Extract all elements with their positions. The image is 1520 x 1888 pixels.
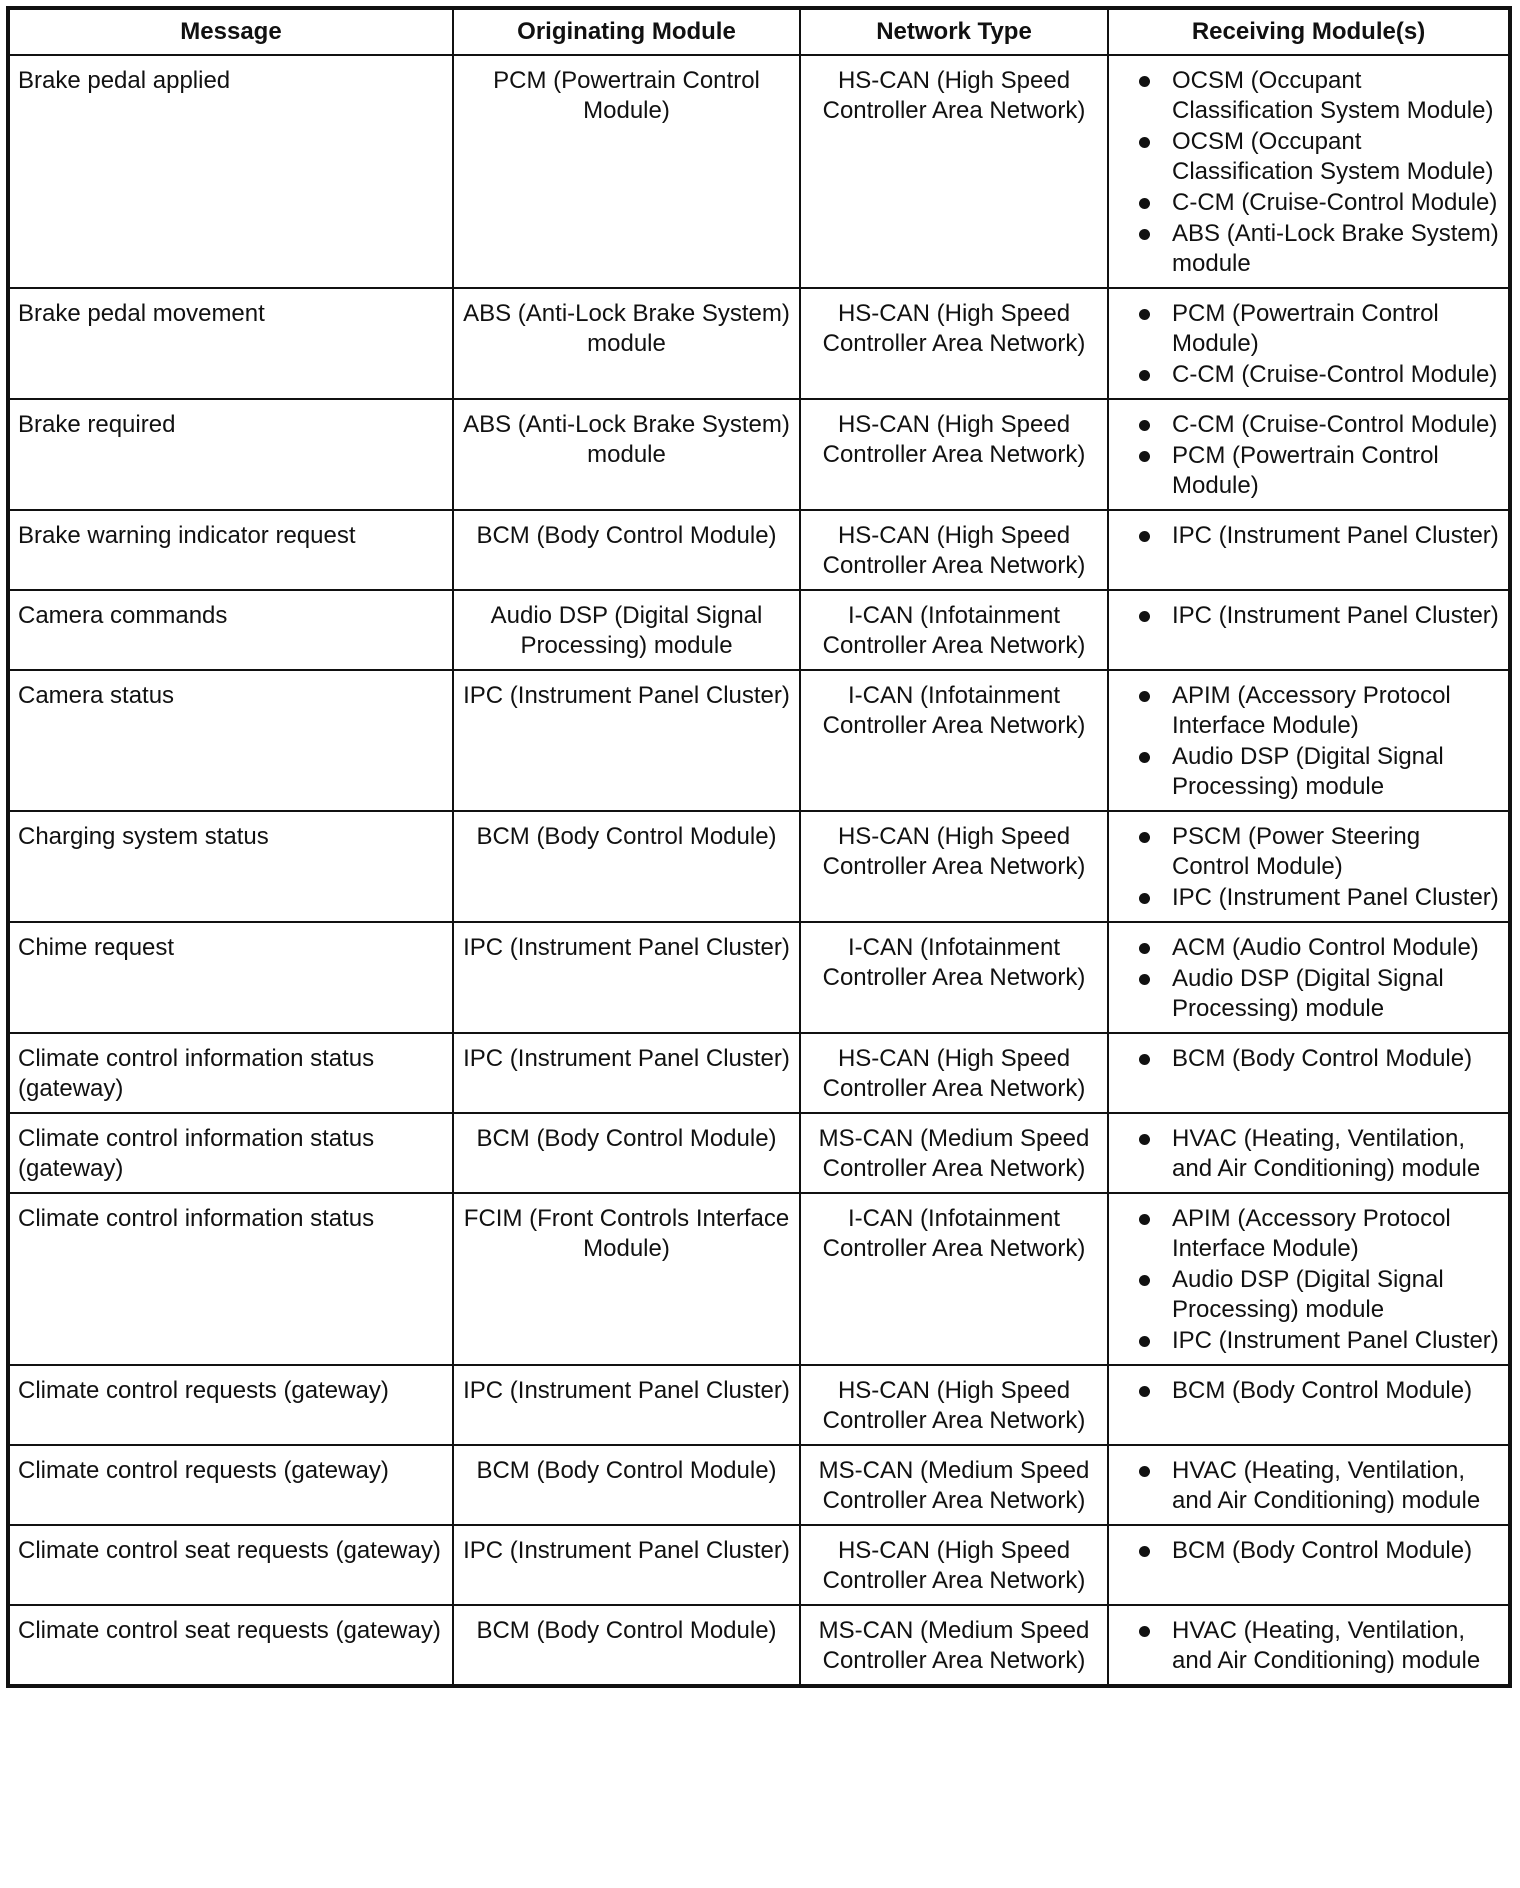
receiving-module-text: OCSM (Occupant Classification System Module): [1172, 67, 1494, 124]
receiving-modules-cell: [1108, 510, 1510, 590]
list-item: [1117, 1044, 1500, 1074]
receiving-modules-list: [1117, 1536, 1500, 1566]
table-row: [8, 670, 1510, 811]
receiving-modules-list: [1117, 1616, 1500, 1676]
bullet-icon: [1139, 370, 1150, 381]
receiving-modules-cell: [1108, 1525, 1510, 1605]
list-item: [1117, 1326, 1500, 1356]
receiving-modules-cell: [1108, 55, 1510, 288]
network-type-cell: HS-CAN (High Speed Controller Area Network): [800, 811, 1108, 922]
receiving-modules-list: [1117, 299, 1500, 390]
document-page: [6, 6, 1508, 1688]
list-item: [1117, 964, 1500, 1024]
list-item: [1117, 66, 1500, 126]
receiving-module-text: Audio DSP (Digital Signal Processing) module: [1172, 1266, 1444, 1323]
receiving-module-text: C-CM (Cruise-Control Module): [1172, 189, 1498, 216]
originating-module-cell: BCM (Body Control Module): [453, 1605, 800, 1686]
receiving-module-text: APIM (Accessory Protocol Interface Module): [1172, 682, 1451, 739]
table-body: [8, 55, 1510, 1686]
bullet-icon: [1139, 611, 1150, 622]
table-row: [8, 1525, 1510, 1605]
message-cell: Climate control information status (gateway): [8, 1033, 453, 1113]
message-cell: Brake pedal applied: [8, 55, 453, 288]
originating-module-cell: IPC (Instrument Panel Cluster): [453, 922, 800, 1033]
receiving-modules-cell: [1108, 1365, 1510, 1445]
list-item: [1117, 822, 1500, 882]
receiving-module-text: HVAC (Heating, Ventilation, and Air Conditioning) module: [1172, 1125, 1481, 1182]
list-item: [1117, 742, 1500, 802]
receiving-modules-list: [1117, 822, 1500, 913]
originating-module-cell: PCM (Powertrain Control Module): [453, 55, 800, 288]
network-type-cell: HS-CAN (High Speed Controller Area Network): [800, 510, 1108, 590]
network-type-cell: I-CAN (Infotainment Controller Area Network): [800, 670, 1108, 811]
bullet-icon: [1139, 229, 1150, 240]
receiving-module-text: IPC (Instrument Panel Cluster): [1172, 522, 1499, 549]
message-cell: Climate control information status (gateway): [8, 1113, 453, 1193]
network-type-cell: MS-CAN (Medium Speed Controller Area Network): [800, 1605, 1108, 1686]
receiving-modules-list: [1117, 1204, 1500, 1356]
receiving-module-text: Audio DSP (Digital Signal Processing) module: [1172, 965, 1444, 1022]
receiving-module-text: PCM (Powertrain Control Module): [1172, 300, 1439, 357]
message-cell: Chime request: [8, 922, 453, 1033]
receiving-modules-cell: [1108, 1193, 1510, 1365]
bullet-icon: [1139, 832, 1150, 843]
receiving-module-text: IPC (Instrument Panel Cluster): [1172, 1327, 1499, 1354]
bullet-icon: [1139, 137, 1150, 148]
header-message: Message: [8, 8, 453, 55]
list-item: [1117, 1376, 1500, 1406]
bullet-icon: [1139, 1466, 1150, 1477]
network-type-cell: HS-CAN (High Speed Controller Area Network): [800, 399, 1108, 510]
message-cell: Charging system status: [8, 811, 453, 922]
bullet-icon: [1139, 1386, 1150, 1397]
originating-module-cell: ABS (Anti-Lock Brake System) module: [453, 288, 800, 399]
originating-module-cell: IPC (Instrument Panel Cluster): [453, 670, 800, 811]
bullet-icon: [1139, 691, 1150, 702]
originating-module-cell: BCM (Body Control Module): [453, 1113, 800, 1193]
originating-module-cell: BCM (Body Control Module): [453, 1445, 800, 1525]
receiving-module-text: C-CM (Cruise-Control Module): [1172, 361, 1498, 388]
network-type-cell: I-CAN (Infotainment Controller Area Network): [800, 590, 1108, 670]
network-type-cell: MS-CAN (Medium Speed Controller Area Network): [800, 1445, 1108, 1525]
table-row: [8, 1193, 1510, 1365]
network-type-cell: I-CAN (Infotainment Controller Area Network): [800, 922, 1108, 1033]
table-row: [8, 1365, 1510, 1445]
bullet-icon: [1139, 1275, 1150, 1286]
receiving-module-text: APIM (Accessory Protocol Interface Module): [1172, 1205, 1451, 1262]
bullet-icon: [1139, 420, 1150, 431]
network-type-cell: HS-CAN (High Speed Controller Area Network): [800, 1365, 1108, 1445]
list-item: [1117, 410, 1500, 440]
table-row: [8, 510, 1510, 590]
receiving-module-text: PSCM (Power Steering Control Module): [1172, 823, 1421, 880]
bullet-icon: [1139, 943, 1150, 954]
network-type-cell: HS-CAN (High Speed Controller Area Network): [800, 55, 1108, 288]
list-item: [1117, 883, 1500, 913]
bullet-icon: [1139, 1214, 1150, 1225]
list-item: [1117, 1456, 1500, 1516]
originating-module-cell: ABS (Anti-Lock Brake System) module: [453, 399, 800, 510]
table-row: [8, 922, 1510, 1033]
header-row: [8, 8, 1510, 55]
bullet-icon: [1139, 752, 1150, 763]
receiving-module-text: ACM (Audio Control Module): [1172, 934, 1479, 961]
list-item: [1117, 127, 1500, 187]
network-type-cell: HS-CAN (High Speed Controller Area Network): [800, 1525, 1108, 1605]
receiving-modules-cell: [1108, 811, 1510, 922]
receiving-modules-cell: [1108, 1113, 1510, 1193]
receiving-module-text: PCM (Powertrain Control Module): [1172, 442, 1439, 499]
originating-module-cell: IPC (Instrument Panel Cluster): [453, 1033, 800, 1113]
message-cell: Climate control requests (gateway): [8, 1445, 453, 1525]
bullet-icon: [1139, 76, 1150, 87]
receiving-module-text: OCSM (Occupant Classification System Module): [1172, 128, 1494, 185]
header-originating-module: Originating Module: [453, 8, 800, 55]
table-row: [8, 55, 1510, 288]
bullet-icon: [1139, 1336, 1150, 1347]
receiving-modules-cell: [1108, 288, 1510, 399]
receiving-modules-list: [1117, 410, 1500, 501]
originating-module-cell: Audio DSP (Digital Signal Processing) module: [453, 590, 800, 670]
message-cell: Camera commands: [8, 590, 453, 670]
receiving-modules-list: [1117, 681, 1500, 802]
receiving-modules-list: [1117, 1456, 1500, 1516]
bullet-icon: [1139, 198, 1150, 209]
table-row: [8, 590, 1510, 670]
receiving-module-text: C-CM (Cruise-Control Module): [1172, 411, 1498, 438]
receiving-modules-cell: [1108, 399, 1510, 510]
table-row: [8, 1605, 1510, 1686]
receiving-modules-cell: [1108, 590, 1510, 670]
list-item: [1117, 933, 1500, 963]
network-message-table: [6, 6, 1512, 1688]
receiving-modules-cell: [1108, 922, 1510, 1033]
receiving-modules-list: [1117, 1376, 1500, 1406]
list-item: [1117, 360, 1500, 390]
network-type-cell: I-CAN (Infotainment Controller Area Network): [800, 1193, 1108, 1365]
table-row: [8, 1445, 1510, 1525]
receiving-module-text: HVAC (Heating, Ventilation, and Air Conditioning) module: [1172, 1457, 1481, 1514]
list-item: [1117, 1616, 1500, 1676]
receiving-module-text: Audio DSP (Digital Signal Processing) module: [1172, 743, 1444, 800]
list-item: [1117, 219, 1500, 279]
header-network-type: Network Type: [800, 8, 1108, 55]
bullet-icon: [1139, 309, 1150, 320]
bullet-icon: [1139, 1054, 1150, 1065]
list-item: [1117, 188, 1500, 218]
originating-module-cell: IPC (Instrument Panel Cluster): [453, 1525, 800, 1605]
bullet-icon: [1139, 1546, 1150, 1557]
receiving-modules-cell: [1108, 670, 1510, 811]
originating-module-cell: BCM (Body Control Module): [453, 811, 800, 922]
list-item: [1117, 601, 1500, 631]
receiving-modules-list: [1117, 1124, 1500, 1184]
list-item: [1117, 1124, 1500, 1184]
table-header: [8, 8, 1510, 55]
receiving-modules-list: [1117, 1044, 1500, 1074]
message-cell: Brake warning indicator request: [8, 510, 453, 590]
originating-module-cell: FCIM (Front Controls Interface Module): [453, 1193, 800, 1365]
receiving-module-text: HVAC (Heating, Ventilation, and Air Conditioning) module: [1172, 1617, 1481, 1674]
list-item: [1117, 1265, 1500, 1325]
receiving-modules-cell: [1108, 1605, 1510, 1686]
receiving-modules-cell: [1108, 1445, 1510, 1525]
list-item: [1117, 1204, 1500, 1264]
receiving-modules-list: [1117, 521, 1500, 551]
originating-module-cell: BCM (Body Control Module): [453, 510, 800, 590]
bullet-icon: [1139, 451, 1150, 462]
receiving-module-text: IPC (Instrument Panel Cluster): [1172, 602, 1499, 629]
table-row: [8, 1113, 1510, 1193]
receiving-module-text: BCM (Body Control Module): [1172, 1537, 1473, 1564]
receiving-modules-list: [1117, 933, 1500, 1024]
receiving-module-text: BCM (Body Control Module): [1172, 1045, 1473, 1072]
receiving-module-text: IPC (Instrument Panel Cluster): [1172, 884, 1499, 911]
message-cell: Climate control information status: [8, 1193, 453, 1365]
message-cell: Camera status: [8, 670, 453, 811]
list-item: [1117, 1536, 1500, 1566]
table-row: [8, 288, 1510, 399]
network-type-cell: MS-CAN (Medium Speed Controller Area Network): [800, 1113, 1108, 1193]
header-receiving-modules: Receiving Module(s): [1108, 8, 1510, 55]
table-row: [8, 1033, 1510, 1113]
receiving-module-text: ABS (Anti-Lock Brake System) module: [1172, 220, 1499, 277]
originating-module-cell: IPC (Instrument Panel Cluster): [453, 1365, 800, 1445]
list-item: [1117, 521, 1500, 551]
bullet-icon: [1139, 531, 1150, 542]
message-cell: Climate control requests (gateway): [8, 1365, 453, 1445]
bullet-icon: [1139, 893, 1150, 904]
message-cell: Climate control seat requests (gateway): [8, 1525, 453, 1605]
list-item: [1117, 299, 1500, 359]
message-cell: Brake pedal movement: [8, 288, 453, 399]
list-item: [1117, 441, 1500, 501]
table-row: [8, 399, 1510, 510]
network-type-cell: HS-CAN (High Speed Controller Area Network): [800, 288, 1108, 399]
network-type-cell: HS-CAN (High Speed Controller Area Network): [800, 1033, 1108, 1113]
bullet-icon: [1139, 1134, 1150, 1145]
list-item: [1117, 681, 1500, 741]
message-cell: Brake required: [8, 399, 453, 510]
bullet-icon: [1139, 974, 1150, 985]
message-cell: Climate control seat requests (gateway): [8, 1605, 453, 1686]
receiving-modules-list: [1117, 601, 1500, 631]
bullet-icon: [1139, 1626, 1150, 1637]
table-row: [8, 811, 1510, 922]
receiving-modules-cell: [1108, 1033, 1510, 1113]
receiving-modules-list: [1117, 66, 1500, 279]
receiving-module-text: BCM (Body Control Module): [1172, 1377, 1473, 1404]
